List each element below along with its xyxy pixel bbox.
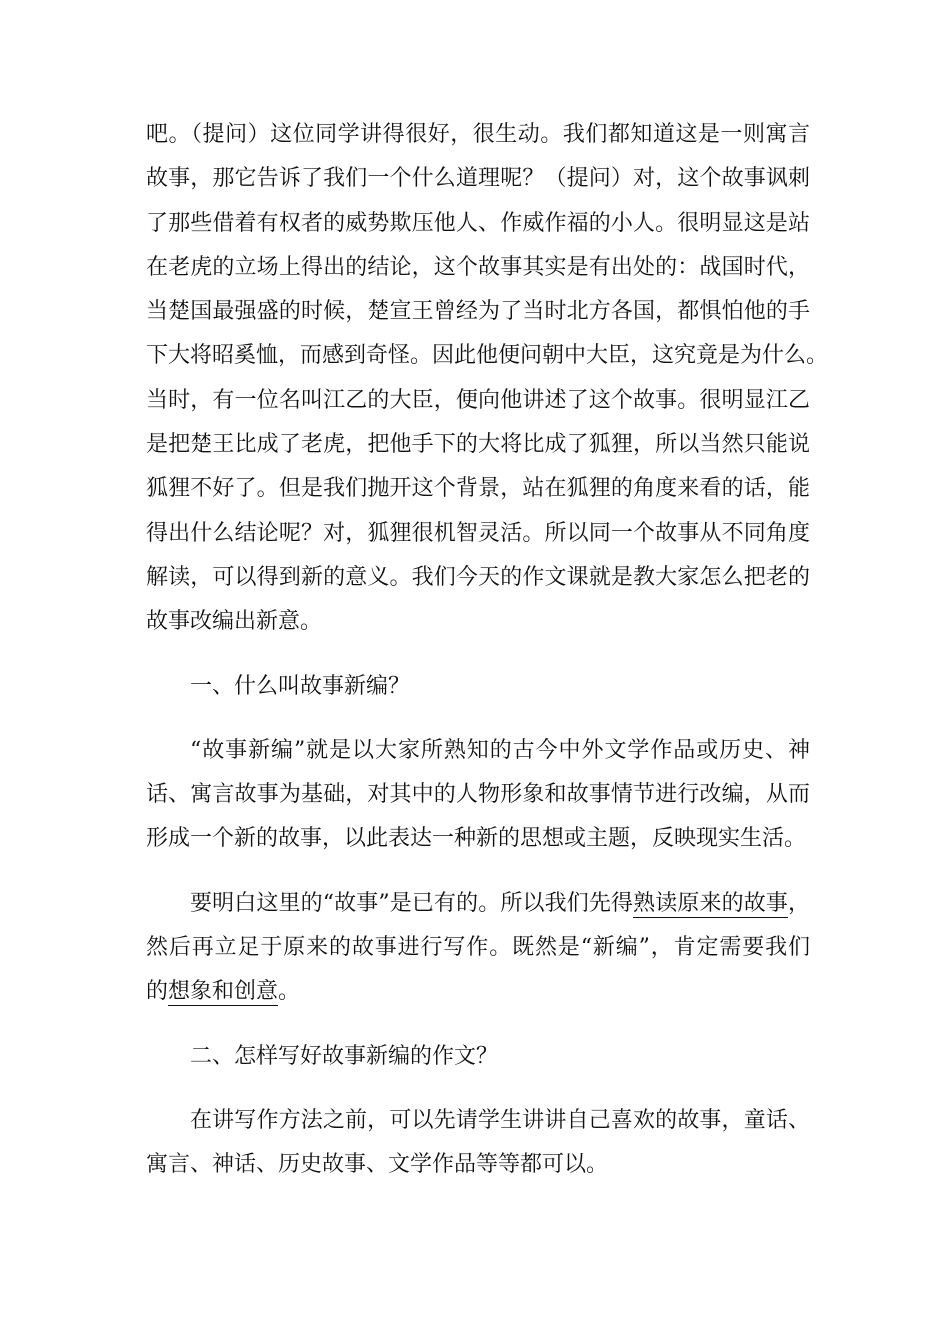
section-heading-1: 一、什么叫故事新编？ (190, 673, 411, 699)
text-line (146, 970, 810, 1014)
text-segment: 要明白这里的“故事”是已有的。所以我们先得 (190, 890, 634, 916)
document-body (146, 113, 829, 1188)
section-heading-2: 二、怎样写好故事新编的作文？ (190, 1043, 499, 1069)
text-line: 是把楚王比成了老虎，把他手下的大将比成了狐狸，所以当然只能说 (146, 432, 810, 458)
text-line: 故事，那它告诉了我们一个什么道理呢？（提问）对，这个故事讽刺 (146, 166, 810, 192)
underlined-text: 想象和创意 (168, 979, 279, 1005)
text-line (146, 882, 810, 926)
text-line: 得出什么结论呢？对，狐狸很机智灵活。所以同一个故事从不同角度 (146, 520, 810, 546)
text-line: 然后再立足于原来的故事进行写作。既然是“新编”，肯定需要我们 (146, 935, 810, 961)
paragraph-key-points (146, 882, 810, 1015)
text-segment: ， (787, 890, 810, 916)
text-segment: 的 (146, 979, 169, 1005)
underlined-text: 熟读原来的故事 (633, 890, 788, 916)
text-line: 解读，可以得到新的意义。我们今天的作文课就是教大家怎么把老的 (146, 564, 810, 590)
text-line: 寓言、神话、历史故事、文学作品等等都可以。 (146, 1152, 609, 1178)
text-line: 了那些借着有权者的威势欺压他人、作威作福的小人。很明显这是站 (146, 210, 810, 236)
text-line: 故事改编出新意。 (146, 609, 323, 635)
text-line: 吧。（提问）这位同学讲得很好，很生动。我们都知道这是一则寓言 (146, 122, 810, 147)
paragraph-warmup (146, 1099, 810, 1188)
paragraph-definition (146, 729, 810, 862)
text-line: 在讲写作方法之前，可以先请学生讲讲自己喜欢的故事，童话、 (190, 1107, 810, 1133)
text-line: 话、寓言故事为基础，对其中的人物形象和故事情节进行改编，从而 (146, 782, 810, 808)
text-line: 形成一个新的故事，以此表达一种新的思想或主题，反映现实生活。 (146, 826, 807, 852)
text-line: 当楚国最强盛的时候，楚宣王曾经为了当时北方各国，都惧怕他的手 (146, 299, 810, 325)
paragraph-fable-explanation (146, 113, 829, 645)
text-line: 在老虎的立场上得出的结论，这个故事其实是有出处的：战国时代， (146, 254, 810, 280)
text-line: “故事新编”就是以大家所熟知的古今中外文学作品或历史、神 (190, 737, 810, 763)
text-segment: 。 (278, 979, 301, 1005)
text-line: 下大将昭奚恤，而感到奇怪。因此他便问朝中大臣，这究竟是为什么。 (146, 343, 829, 369)
text-line: 当时，有一位名叫江乙的大臣，便向他讲述了这个故事。很明显江乙 (146, 387, 810, 413)
text-line: 狐狸不好了。但是我们抛开这个背景，站在狐狸的角度来看的话，能 (146, 476, 810, 502)
